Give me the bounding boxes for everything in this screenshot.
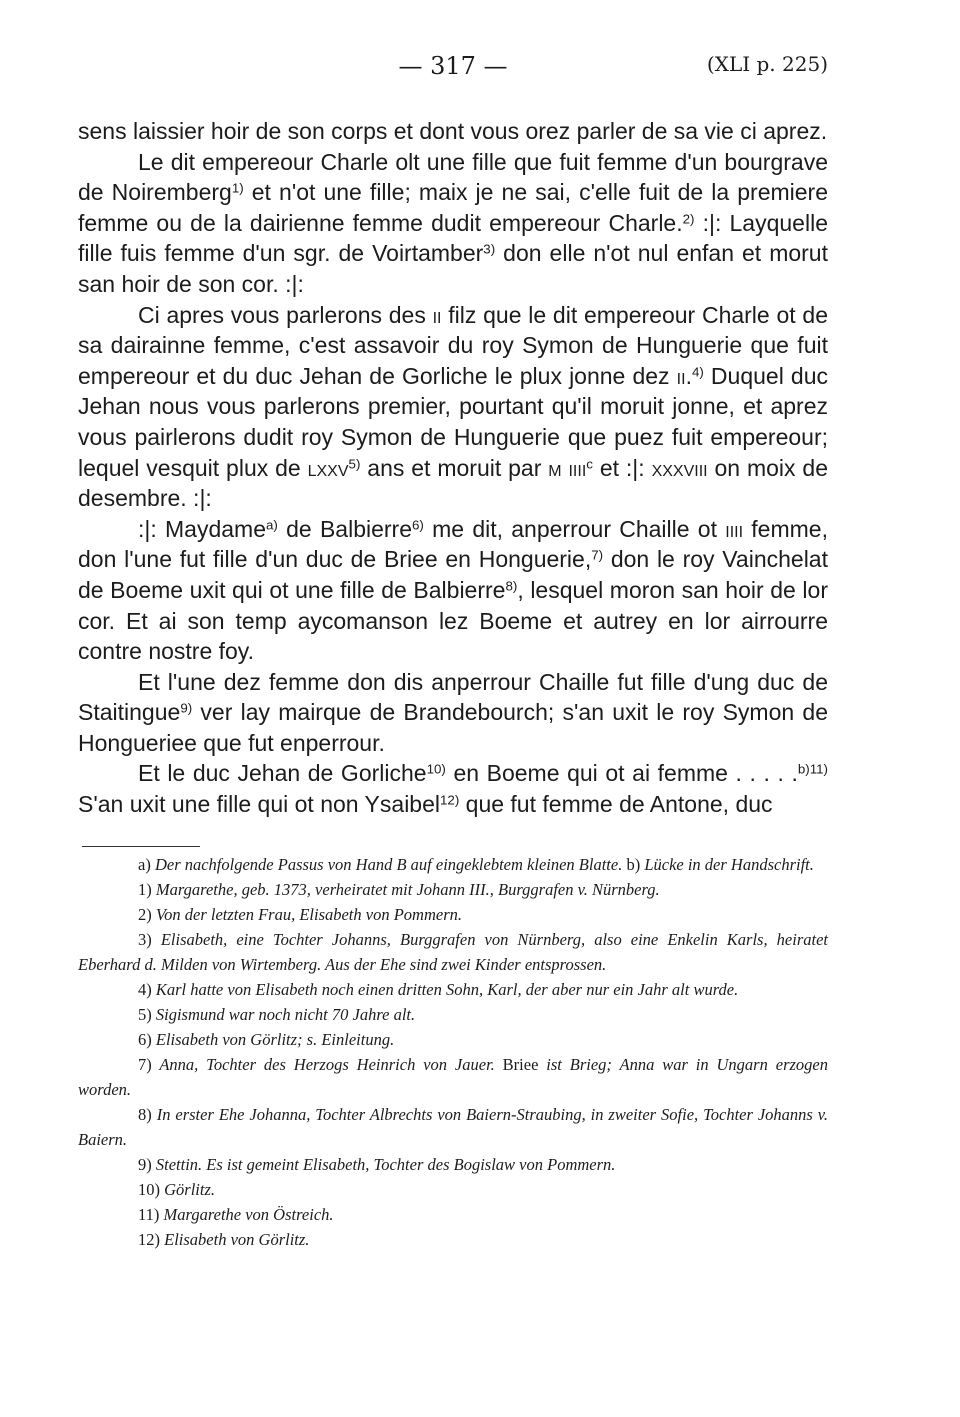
- footnote-ref: a): [266, 517, 278, 533]
- footnote-1: 1) Margarethe, geb. 1373, verheiratet mit Johann III., Burggrafen v. Nürnberg.: [138, 880, 660, 899]
- roman-numeral: xxxviii: [651, 454, 708, 481]
- roman-numeral: ii: [432, 301, 442, 328]
- footnote-ref: 10): [426, 762, 446, 778]
- paragraph-3: Ci apres vous parlerons des ii filz que le dit empereour Charle ot de sa dairainne femme, c'est assavoir du roy Symon de Hunguerie que fuit empereour et du duc Jehan de Gorliche le plux jonne dez ii.$^{4)}$ Duquel duc Jehan nous vous parlerons premier, pourtant qu'il moruit jonne, et aprez vous pairlerons dudit roy Symon de Hunguerie que puez fuit empereour; lequel vesquit plux de lxxv$^{5)}$ ans et moruit par m iiii$^c$ et :|: xxxviii on moix de desembre. :|:: [78, 301, 829, 512]
- footnotes: [78, 852, 828, 1252]
- footnote-ref: 12): [440, 792, 460, 808]
- paragraph-1: sens laissier hoir de son corps et dont vous orez parler de sa vie ci aprez.: [78, 118, 828, 144]
- footnote-4: 4) Karl hatte von Elisabeth noch einen dritten Sohn, Karl, der aber nur ein Jahr alt wurde.: [138, 980, 739, 999]
- footnote-ref: 3): [483, 242, 496, 258]
- paragraph-6: Et le duc Jehan de Gorliche$^{10)}$ en Boeme qui ot ai femme . . . . .$^{b)11)}$ S'an uxit une fille qui ot non Ysaibel$^{12)}$ que fut femme de Antone, duc: [78, 760, 828, 818]
- footnote-8: 8) In erster Ehe Johanna, Tochter Albrechts von Baiern-Straubing, in zweiter Sofie, Tochter Johanns v. Baiern.: [78, 1105, 829, 1149]
- paragraph-2: Le dit empereour Charle olt une fille que fuit femme d'un bourgrave de Noiremberg$^{1)}$ et n'ot une fille; maix je ne sai, c'elle fuit de la premiere femme ou de la dairienne femme dudit empereour Charle.$^{2)}$ :|: Layquelle fille fuis femme d'un sgr. de Voirtamber$^{3)}$ don elle n'ot nul enfan et morut san hoir de son cor. :|:: [78, 148, 828, 297]
- footnote-7: 7) Anna, Tochter des Herzogs Heinrich von Jauer. Briee ist Brieg; Anna war in Ungarn erzogen worden.: [78, 1055, 828, 1099]
- footnote-6: 6) Elisabeth von Görlitz; s. Einleitung.: [138, 1030, 395, 1049]
- footnote-11: 11) Margarethe von Östreich.: [138, 1205, 334, 1224]
- page-reference: (XLI p. 225): [706, 52, 828, 76]
- footnote-divider: [82, 846, 200, 847]
- footnote-ref: b)11): [797, 762, 828, 778]
- footnote-2: 2) Von der letzten Frau, Elisabeth von Pommern.: [138, 905, 462, 924]
- page-number: — 317 —: [398, 52, 508, 80]
- footnote-ref: 6): [412, 517, 424, 533]
- roman-numeral: m iiii: [548, 454, 587, 481]
- roman-numeral: iiii: [725, 515, 744, 542]
- footnote-ref: 8): [505, 578, 518, 594]
- footnote-10: 10) Görlitz.: [138, 1180, 216, 1199]
- page-header: [78, 52, 828, 86]
- footnote-9: 9) Stettin. Es ist gemeint Elisabeth, Tochter des Bogislaw von Pommern.: [138, 1155, 616, 1174]
- document-page: [78, 0, 828, 1417]
- footnote-ref: 9): [180, 700, 193, 716]
- roman-numeral: lxxv: [307, 454, 349, 481]
- paragraph-4: :|: Maydame$^{a)}$ de Balbierre$^{6)}$ me dit, anperrour Chaille ot iiii femme, don l'une fut fille d'un duc de Briee en Honguerie,$^{7)}$ don le roy Vainchelat de Boeme uxit qui ot une fille de Balbierre$^{8)}$, lesquel moron san hoir de lor cor. Et ai son temp aycomanson lez Boeme et autrey en lor airrourre contre nostre foy.: [78, 515, 828, 665]
- paragraph-5: Et l'une dez femme don dis anperrour Chaille fut fille d'ung duc de Staitingue$^{9)}$ ver lay mairque de Brandebourch; s'an uxit le roy Symon de Hongueriee que fut enperrour.: [78, 668, 828, 756]
- footnote-5: 5) Sigismund war noch nicht 70 Jahre alt.: [138, 1005, 416, 1024]
- footnote-ref: 7): [591, 547, 604, 563]
- footnote-ref: 5): [348, 456, 361, 472]
- footnote-3: 3) Elisabeth, eine Tochter Johanns, Burggrafen von Nürnberg, also eine Enkelin Karls, heiratet Eberhard d. Milden von Wirtemberg. Aus der Ehe sind zwei Kinder entsprossen.: [78, 930, 828, 974]
- roman-numeral: ii.: [676, 362, 692, 389]
- footnote-12: 12) Elisabeth von Görlitz.: [138, 1230, 310, 1249]
- footnote-a-b: a) Der nachfolgende Passus von Hand B auf eingeklebtem kleinen Blatte. b) Lücke in der Handschrift.: [138, 855, 814, 874]
- footnote-ref: 1): [231, 180, 244, 196]
- main-text: [78, 116, 828, 820]
- footnote-ref: 4): [691, 364, 704, 380]
- footnote-ref: 2): [682, 211, 695, 227]
